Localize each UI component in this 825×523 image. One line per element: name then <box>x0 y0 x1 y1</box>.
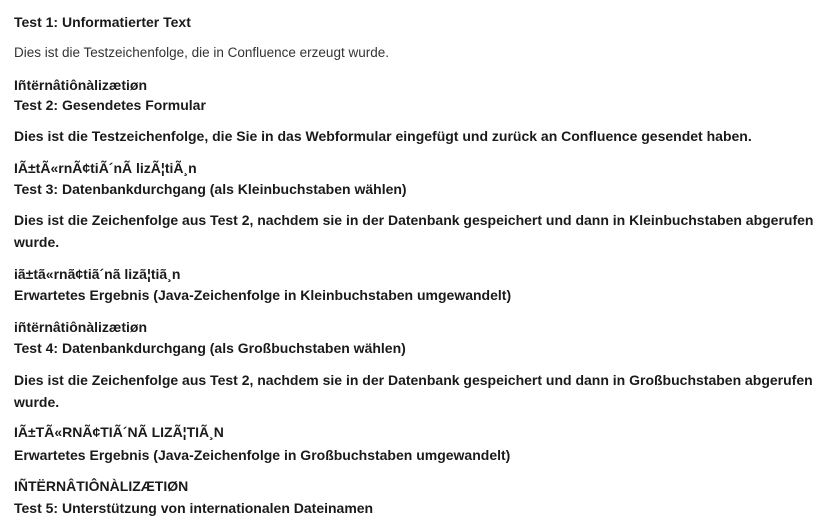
test1-value: Iñtërnâtiônàlizætiøn <box>14 77 147 93</box>
test4-heading: Test 4: Datenbankdurchgang (als Großbuchstaben wählen) <box>14 340 406 356</box>
test4-value: IÃ±TÃ«RNÃ¢TIÃ´NÃ LIZÃ¦TIÃ¸N <box>14 424 224 440</box>
test2-description: Dies ist die Testzeichenfolge, die Sie in das Webformular eingefügt und zurück an Confluence gesendet haben. <box>14 128 752 144</box>
test2-heading: Test 2: Gesendetes Formular <box>14 97 206 113</box>
test3-heading: Test 3: Datenbankdurchgang (als Kleinbuchstaben wählen) <box>14 181 407 197</box>
test4-description: Dies ist die Zeichenfolge aus Test 2, nachdem sie in der Datenbank gespeichert und dann in Großbuchstaben abgerufen wurde. <box>14 372 813 410</box>
test3-expected-value: iñtërnâtiônàlizætiøn <box>14 319 147 335</box>
test3-expected-heading: Erwartetes Ergebnis (Java-Zeichenfolge in Kleinbuchstaben umgewandelt) <box>14 287 512 303</box>
test3-description: Dies ist die Zeichenfolge aus Test 2, nachdem sie in der Datenbank gespeichert und dann in Kleinbuchstaben abgerufen wurde. <box>14 212 814 250</box>
test1-heading: Test 1: Unformatierter Text <box>14 14 191 30</box>
test3-value: iã±tã«rnã¢tiã´nã lizã¦tiã¸n <box>14 266 181 282</box>
test1-description: Dies ist die Testzeichenfolge, die in Confluence erzeugt wurde. <box>14 45 389 60</box>
test4-expected-heading: Erwartetes Ergebnis (Java-Zeichenfolge in Großbuchstaben umgewandelt) <box>14 447 511 463</box>
test5-heading: Test 5: Unterstützung von internationalen Dateinamen <box>14 500 374 516</box>
test4-expected-value: IÑTËRNÂTIÔNÀLIZÆTIØN <box>14 478 189 494</box>
test2-value: IÃ±tÃ«rnÃ¢tiÃ´nÃ lizÃ¦tiÃ¸n <box>14 160 197 176</box>
